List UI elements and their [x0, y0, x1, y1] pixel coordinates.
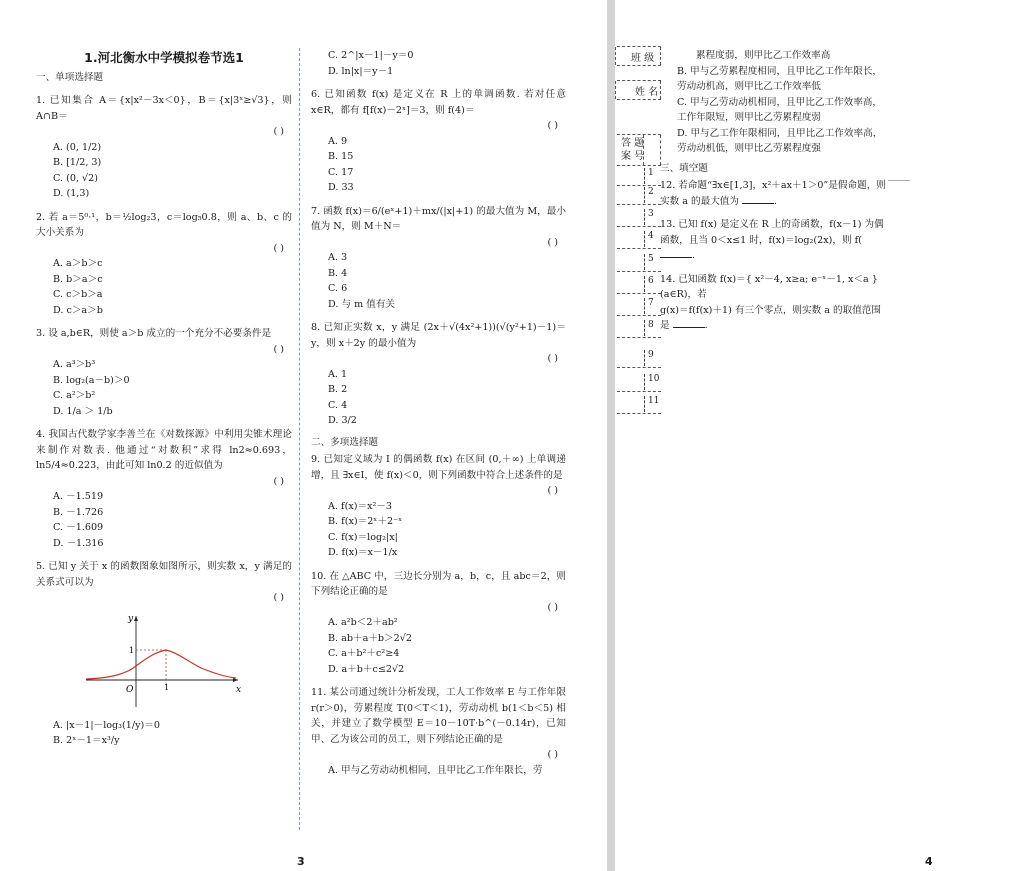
answer-paren: ( ) — [273, 242, 284, 254]
q2-option-b: B. b＞a＞c — [53, 273, 103, 285]
answer-paren: ( ) — [547, 120, 558, 131]
name-label: 姓 名 — [635, 87, 659, 98]
q1-option-d: D. (1,3) — [53, 188, 90, 199]
q4-option-a: A. －1.519 — [53, 491, 104, 502]
question-13: 13. 已知 f(x) 是定义在 R 上的奇函数，f(x－1) 为偶函数，且当 0＜x≤1 时，f(x)＝log₂(2x)，则 f( . — [660, 219, 884, 261]
q6-option-a: A. 9 — [328, 135, 348, 147]
curve — [86, 650, 236, 679]
y-tick-one: 1 — [129, 645, 135, 655]
section-single-choice: 一、单项选择题 — [36, 71, 104, 83]
answer-paren: ( ) — [547, 485, 558, 496]
q4-option-c: C. －1.609 — [53, 522, 104, 533]
answer-label-2: 案 号 — [621, 151, 645, 162]
answer-number-7: 7 — [644, 298, 660, 314]
question-8-stem: 8. 已知正实数 x，y 满足 (2x＋√(4x²+1))(√(y²+1)－1)＝y，则 x＋2y 的最小值为 — [311, 322, 566, 349]
question-13-stem: 13. 已知 f(x) 是定义在 R 上的奇函数，f(x－1) 为偶函数，且当 0＜x≤1 时，f(x)＝log₂(2x)，则 f( — [660, 219, 884, 246]
q2-option-c: C. c＞b＞a — [53, 289, 103, 300]
graph-svg — [76, 612, 246, 712]
q8-option-a: A. 1 — [328, 368, 348, 380]
x-label: x — [236, 684, 242, 695]
question-1-stem: 1. 已知集合 A＝{x|x²－3x＜0}，B＝{x|3ˣ≥√3}，则 A∩B＝ — [36, 95, 292, 122]
x-tick-one: 1 — [164, 682, 170, 692]
answer-paren: ( ) — [547, 236, 558, 248]
question-2-stem: 2. 若 a＝5⁰·¹，b＝½log₂3，c＝log₅0.8，则 a、b、c 的大小关系为 — [36, 211, 292, 238]
answer-paren: ( ) — [547, 353, 558, 364]
answer-paren: ( ) — [273, 126, 284, 137]
q11-option-a: A. 甲与乙劳动动机相同，且甲比乙工作年限长，劳 — [328, 764, 543, 776]
question-3 — [36, 326, 292, 419]
q1-option-b: B. [1/2, 3) — [53, 157, 102, 168]
question-8 — [311, 320, 566, 429]
question-5 — [36, 559, 292, 749]
q11-option-c: C. 甲与乙劳动动机相同，且甲比乙工作效率高，工作年限短，则甲比乙劳累程度弱 — [677, 96, 882, 123]
answer-paren: ( ) — [273, 343, 284, 355]
question-10-stem: 10. 在 △ABC 中，三边长分别为 a，b，c，且 abc＝2，则下列结论正确的是 — [311, 570, 566, 597]
answer-row-line — [617, 391, 661, 392]
q6-option-d: D. 33 — [328, 182, 354, 193]
name-box — [617, 80, 661, 100]
q8-option-b: B. 2 — [328, 384, 348, 395]
page-title: 1.河北衡水中学模拟卷节选1 — [84, 50, 244, 65]
q11-option-d: D. 甲与乙工作年限相同，且甲比乙工作效率高，劳动动机低，则甲比乙劳累程度强 — [677, 127, 883, 154]
q5-option-b: B. 2ˣ－1＝x³/y — [53, 735, 120, 746]
answer-number-3: 3 — [644, 209, 660, 225]
section-multi-choice: 二、多项选择题 — [311, 436, 379, 448]
y-axis-arrow — [134, 616, 138, 621]
right-edge-rule — [888, 180, 910, 181]
page-number-right: 4 — [925, 855, 933, 868]
q6-option-c: C. 17 — [328, 166, 354, 178]
answer-header-box — [617, 134, 661, 166]
answer-number-2: 2 — [644, 187, 660, 203]
q2-option-a: A. a＞b＞c — [53, 258, 103, 269]
q8-option-d: D. 3/2 — [328, 415, 357, 426]
q7-option-b: B. 4 — [328, 267, 348, 279]
q2-option-d: D. c＞a＞b — [53, 304, 103, 316]
question-5-stem: 5. 已知 y 关于 x 的函数图象如图所示，则实数 x，y 满足的关系式可以为 — [36, 561, 292, 588]
question-10 — [311, 569, 566, 678]
q10-option-a: A. a²b＜2＋ab² — [328, 617, 398, 628]
question-1 — [36, 93, 292, 202]
answer-number-8: 8 — [644, 320, 660, 336]
answer-row-line — [617, 413, 661, 414]
answer-blank[interactable] — [673, 318, 705, 328]
q9-option-d: D. f(x)＝x－1/x — [328, 547, 398, 558]
answer-row-line — [617, 315, 661, 316]
q5-option-a: A. |x－1|－log₃(1/y)＝0 — [53, 719, 160, 731]
answer-row-line — [617, 185, 661, 186]
class-box — [617, 46, 661, 66]
q4-option-b: B. －1.726 — [53, 506, 104, 518]
answer-row-line — [617, 248, 661, 249]
answer-row-line — [617, 226, 661, 227]
answer-paren: ( ) — [547, 749, 558, 760]
question-4-stem: 4. 我国古代数学家李善兰在《对数探源》中利用尖锥术理论来制作对数表. 他通过“对数积”求得 ln2≈0.693，ln5/4≈0.223，由此可知 ln0.2 的近似值为 — [36, 429, 292, 471]
q3-option-c: C. a²＞b² — [53, 390, 96, 401]
question-11 — [311, 685, 566, 778]
answer-number-4: 4 — [644, 231, 660, 247]
answer-row-line — [617, 204, 661, 205]
q9-option-b: B. f(x)＝2ˣ＋2⁻ˣ — [328, 516, 403, 527]
column-left-b — [311, 48, 566, 778]
column-right — [660, 48, 890, 334]
q5-option-c: C. 2^|x－1|－y＝0 — [328, 50, 414, 61]
column-divider — [299, 48, 300, 830]
answer-row-line — [617, 293, 661, 294]
y-label: y — [128, 613, 134, 624]
question-7-stem: 7. 函数 f(x)＝6/(eˣ+1)＋mx/(|x|+1) 的最大值为 M，最小值为 N，则 M＋N＝ — [311, 205, 566, 232]
answer-number-1: 1 — [644, 168, 660, 184]
answer-paren: ( ) — [273, 475, 284, 487]
q7-option-d: D. 与 m 值有关 — [328, 298, 396, 310]
q3-option-a: A. a³＞b³ — [53, 359, 96, 370]
q9-option-c: C. f(x)＝log₂|x| — [328, 531, 398, 543]
answer-row-line — [617, 271, 661, 272]
x-axis-arrow — [233, 678, 238, 682]
answer-paren: ( ) — [273, 592, 284, 603]
q7-option-c: C. 6 — [328, 283, 348, 294]
q10-option-b: B. ab＋a＋b＞2√2 — [328, 632, 412, 644]
q3-option-d: D. 1/a ＞ 1/b — [53, 405, 113, 417]
question-6 — [311, 87, 566, 196]
question-12: 12. 若命题“∃x∈[1,3]，x²＋ax＋1＞0”是假命题，则实数 a 的最大值为 . — [660, 180, 886, 207]
answer-label: 答 题 — [621, 138, 645, 149]
question-9-stem: 9. 已知定义域为 I 的偶函数 f(x) 在区间 (0,＋∞) 上单调递增，且 ∃x∈I，使 f(x)＜0，则下列函数中符合上述条件的是 — [311, 454, 566, 481]
q6-option-b: B. 15 — [328, 151, 354, 162]
q10-option-c: C. a＋b²＋c²≥4 — [328, 648, 400, 659]
q9-option-a: A. f(x)＝x²－3 — [328, 500, 393, 512]
answer-paren: ( ) — [547, 601, 558, 613]
question-2 — [36, 210, 292, 319]
answer-blank[interactable] — [660, 248, 692, 258]
answer-number-6: 6 — [644, 276, 660, 292]
q1-option-c: C. (0, √2) — [53, 172, 99, 184]
q8-option-c: C. 4 — [328, 399, 348, 411]
answer-blank[interactable] — [742, 194, 774, 204]
answer-number-5: 5 — [644, 254, 660, 270]
question-14-stem-a: 14. 已知函数 f(x)＝{ x²－4, x≥a; e⁻ˣ－1, x＜a }(a∈R)，若 — [660, 273, 878, 300]
q11-option-a-cont: 累程度弱，则甲比乙工作效率高 — [696, 50, 831, 61]
q5-option-d: D. ln|x|＝y－1 — [328, 65, 394, 77]
q11-option-b: B. 甲与乙劳累程度相同，且甲比乙工作年限长，劳动动机高，则甲比乙工作效率低 — [677, 65, 883, 92]
question-7 — [311, 204, 566, 313]
function-graph — [76, 612, 292, 712]
answer-number-10: 10 — [644, 374, 660, 390]
answer-row-line — [617, 367, 661, 368]
question-14: 14. 已知函数 f(x)＝{ x²－4, x≥a; e⁻ˣ－1, x＜a }(a∈R)，若 g(x)＝f(f(x)＋1) 有三个零点，则实数 a 的取值范围是 . — [660, 273, 881, 331]
question-4 — [36, 427, 292, 551]
question-3-stem: 3. 设 a,b∈R，则使 a＞b 成立的一个充分不必要条件是 — [36, 328, 272, 339]
q3-option-b: B. log₂(a－b)＞0 — [53, 374, 130, 386]
question-6-stem: 6. 已知函数 f(x) 是定义在 R 上的单调函数. 若对任意 x∈R，都有 f[f(x)－2ˣ]＝3，则 f(4)＝ — [311, 89, 566, 116]
q1-option-a: A. (0, 1/2) — [53, 141, 102, 153]
question-11-stem: 11. 某公司通过统计分析发现，工人工作效率 E 与工作年限 r(r＞0)，劳累程度 T(0＜T＜1)，劳动动机 b(1＜b＜5) 相关，并建立了数学模型 E＝10－10T·b^(－0.14r)，已知甲、乙为该公司的员工，则下列结论正确的是 — [311, 687, 566, 745]
answer-number-9: 9 — [644, 350, 660, 366]
question-9 — [311, 452, 566, 561]
q4-option-d: D. －1.316 — [53, 537, 104, 549]
q7-option-a: A. 3 — [328, 252, 348, 263]
class-label: 班 级 — [631, 53, 655, 64]
question-12-stem: 12. 若命题“∃x∈[1,3]，x²＋ax＋1＞0”是假命题，则实数 a 的最大值为 — [660, 180, 886, 207]
question-14-stem-b: g(x)＝f(f(x)＋1) 有三个零点，则实数 a 的取值范围是 — [660, 304, 881, 331]
answer-number-11: 11 — [644, 396, 660, 412]
page-number-left: 3 — [297, 855, 305, 868]
q10-option-d: D. a＋b＋c≤2√2 — [328, 663, 405, 675]
section-fill-blank: 三、填空题 — [660, 162, 708, 174]
answer-row-line — [617, 337, 661, 338]
column-left-a — [36, 48, 292, 749]
origin-label: O — [126, 684, 134, 695]
